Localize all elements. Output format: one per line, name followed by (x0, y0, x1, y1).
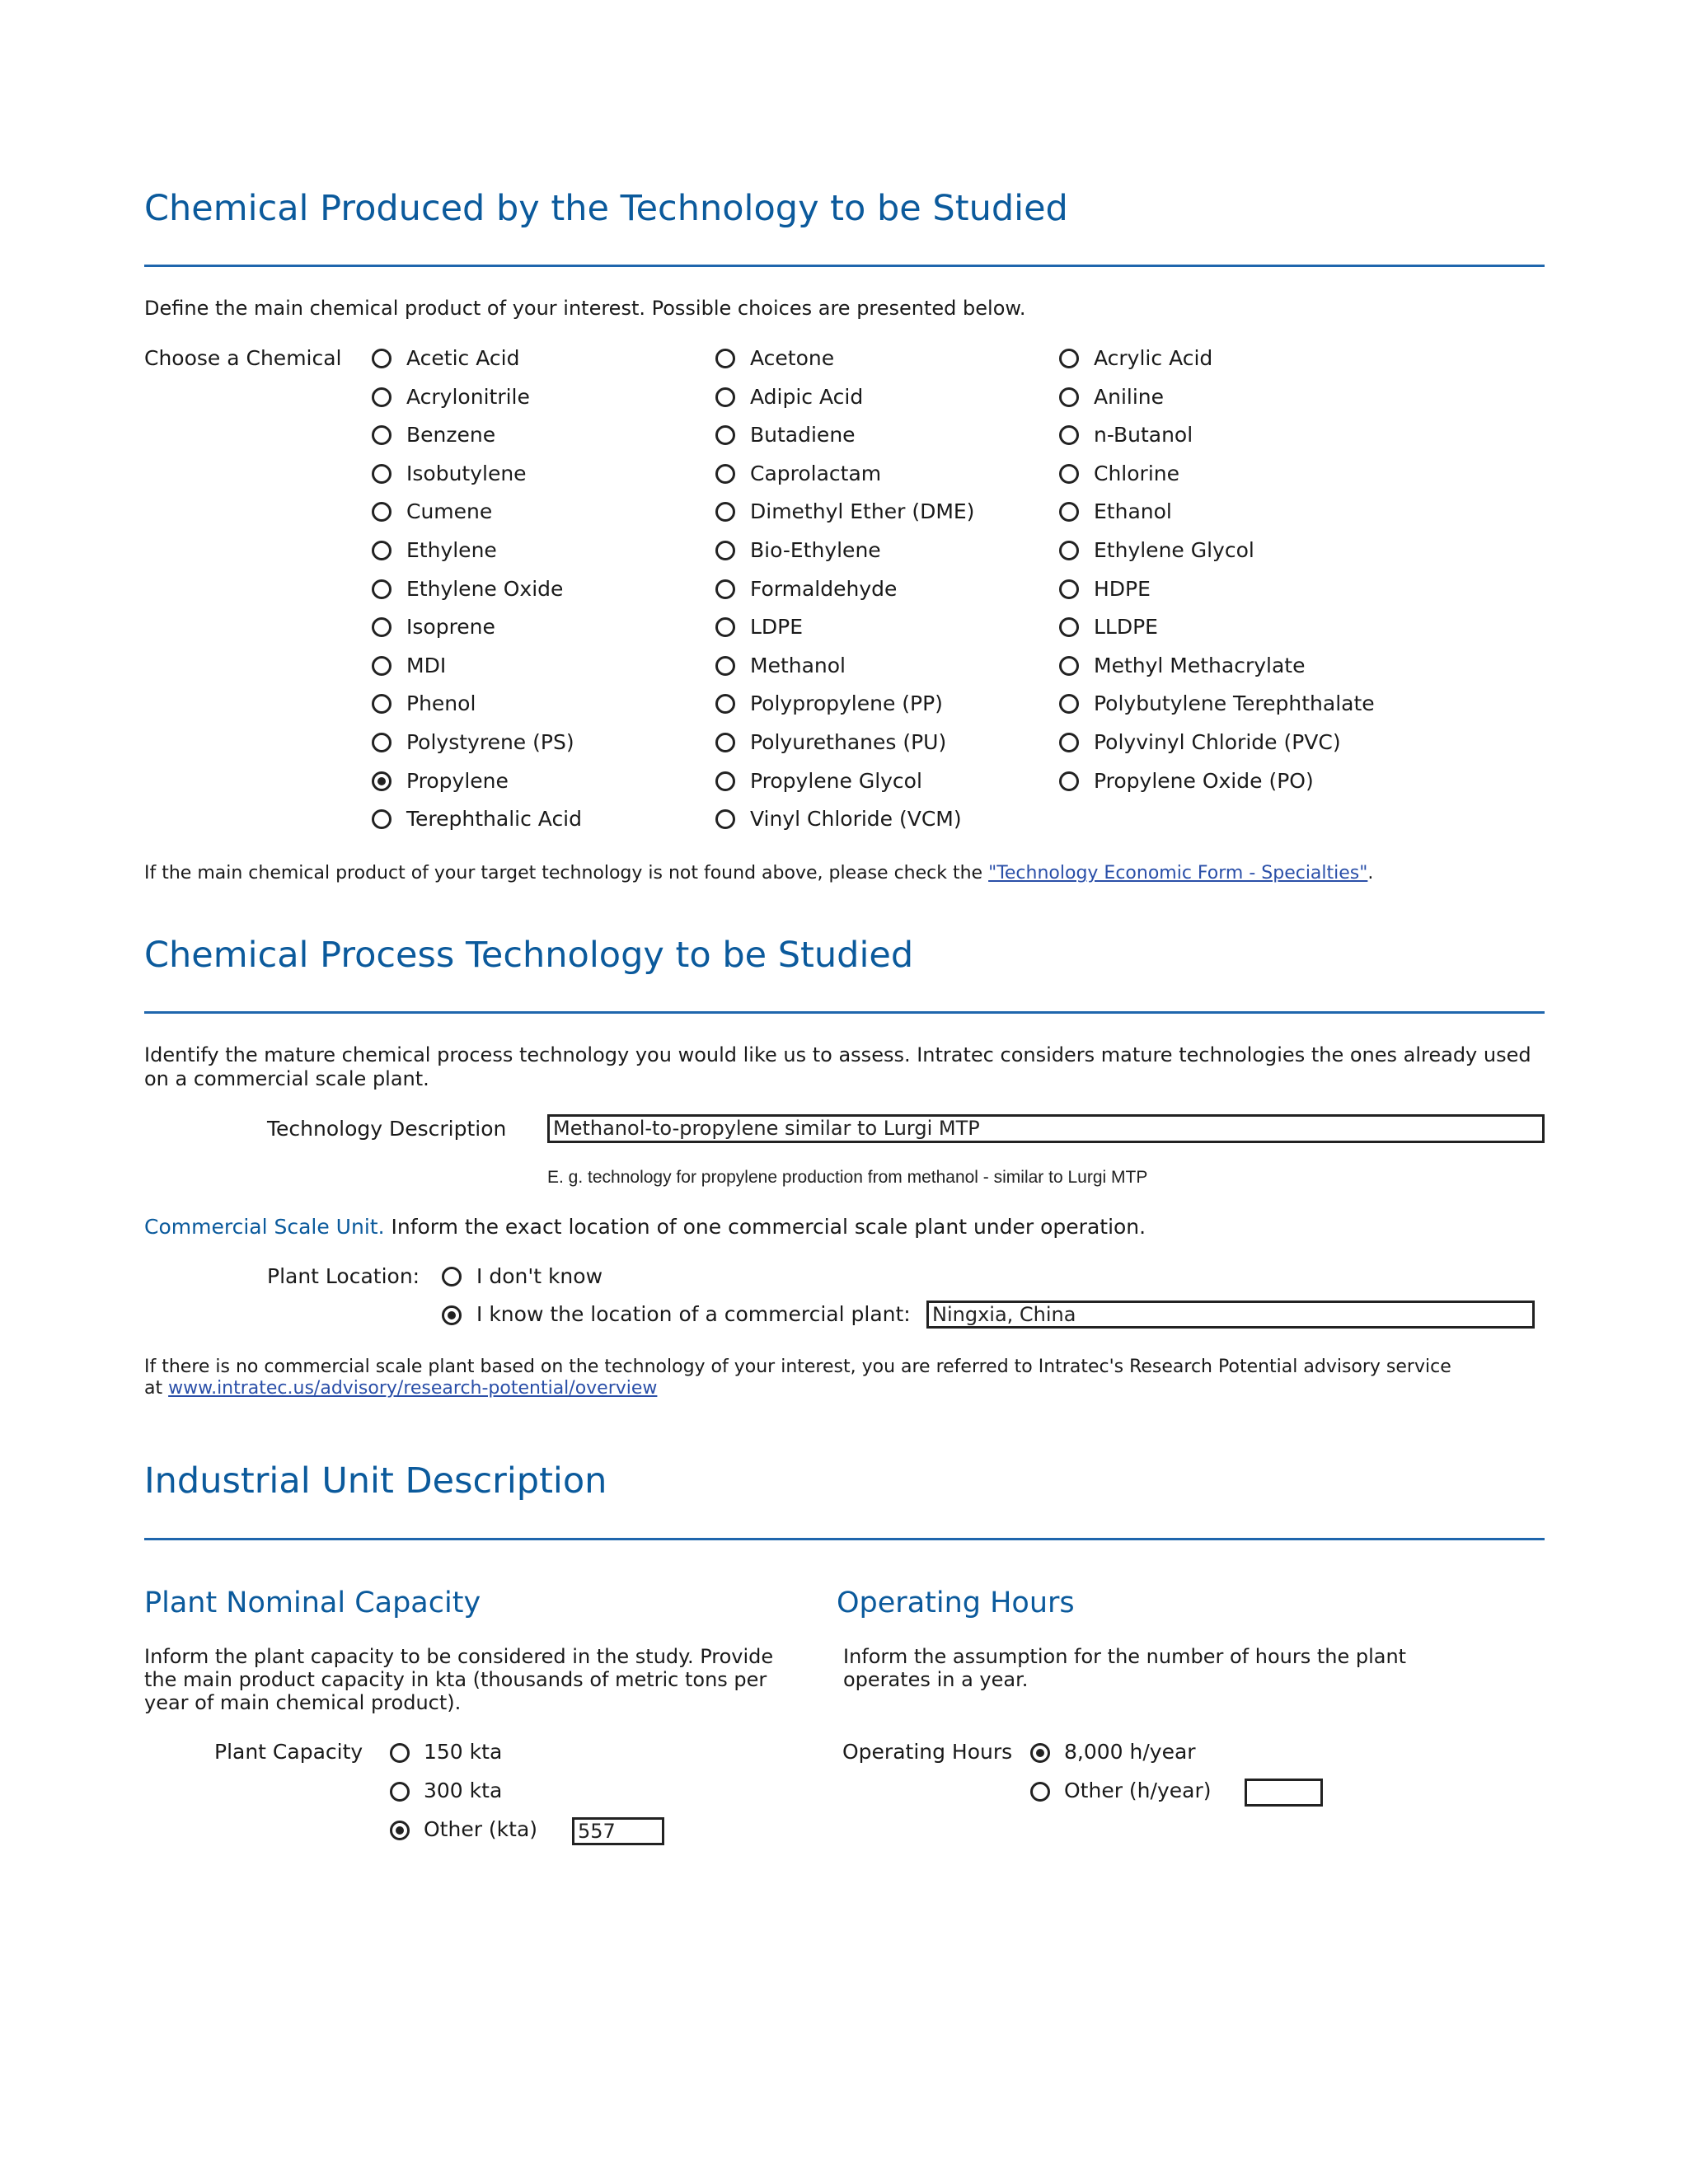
chemical-radio-acrylic-acid[interactable] (1059, 349, 1079, 368)
chemical-label-acrylic-acid: Acrylic Acid (1094, 346, 1213, 370)
chemical-label-lldpe: LLDPE (1094, 615, 1158, 639)
chemical-radio-vinyl-chloride-vcm[interactable] (715, 809, 735, 829)
technology-description-hint: E. g. technology for propylene production from methanol - similar to Lurgi MTP (547, 1168, 1148, 1187)
section-title-industrial-unit: Industrial Unit Description (144, 1460, 607, 1502)
chemical-radio-isobutylene[interactable] (372, 464, 392, 484)
chemical-radio-mdi[interactable] (372, 656, 392, 676)
chemical-radio-caprolactam[interactable] (715, 464, 735, 484)
section-title-chemical-produced: Chemical Produced by the Technology to be Studied (144, 188, 1068, 229)
capacity-option-label: 300 kta (424, 1779, 503, 1802)
chemical-radio-n-butanol[interactable] (1059, 425, 1079, 445)
section-intro: Identify the mature chemical process technology you would like us to assess. Intratec considers mature technologies the ones already used on a commercial scale plant. (144, 1043, 1531, 1090)
chemical-label-ethylene: Ethylene (406, 538, 497, 562)
chemical-radio-cumene[interactable] (372, 502, 392, 522)
chemical-label-mdi: MDI (406, 654, 447, 677)
chemical-radio-adipic-acid[interactable] (715, 387, 735, 407)
chemical-radio-ethylene-oxide[interactable] (372, 579, 392, 599)
chemical-radio-acetone[interactable] (715, 349, 735, 368)
chemical-radio-methanol[interactable] (715, 656, 735, 676)
chemical-label-polyurethanes-pu: Polyurethanes (PU) (750, 730, 947, 754)
chemical-label-butadiene: Butadiene (750, 423, 856, 447)
chemical-label-vinyl-chloride-vcm: Vinyl Chloride (VCM) (750, 807, 962, 831)
capacity-radio-150-kta[interactable] (390, 1743, 410, 1763)
technology-description-input[interactable]: Methanol-to-propylene similar to Lurgi MTP (547, 1114, 1545, 1143)
chemical-radio-isoprene[interactable] (372, 617, 392, 637)
commercial-unit-heading: Commercial Scale Unit. (144, 1215, 385, 1239)
chemical-label-formaldehyde: Formaldehyde (750, 577, 898, 601)
chemical-label-ethylene-oxide: Ethylene Oxide (406, 577, 564, 601)
chemical-label-isoprene: Isoprene (406, 615, 495, 639)
operating-hours-label: Operating Hours (842, 1740, 1013, 1764)
chemical-label-propylene-oxide-po: Propylene Oxide (PO) (1094, 769, 1314, 793)
chemical-radio-butadiene[interactable] (715, 425, 735, 445)
section-divider (144, 265, 1545, 267)
chemical-label-hdpe: HDPE (1094, 577, 1151, 601)
chemical-radio-ethylene[interactable] (372, 541, 392, 560)
hours-radio-8-000-h-year[interactable] (1030, 1743, 1050, 1763)
chemical-label-adipic-acid: Adipic Acid (750, 385, 864, 409)
chemical-radio-ldpe[interactable] (715, 617, 735, 637)
chemical-radio-ethylene-glycol[interactable] (1059, 541, 1079, 560)
chemical-radio-dimethyl-ether-dme[interactable] (715, 502, 735, 522)
specialties-note-end: . (1367, 863, 1374, 883)
technology-description-label: Technology Description (267, 1117, 507, 1141)
chemical-radio-propylene-oxide-po[interactable] (1059, 771, 1079, 791)
chemical-radio-ethanol[interactable] (1059, 502, 1079, 522)
section-title-process-technology: Chemical Process Technology to be Studied (144, 935, 914, 976)
capacity-option-label: 150 kta (424, 1740, 503, 1764)
capacity-description: Inform the plant capacity to be considered in the study. Provide the main product capacity in kta (thousands of metric tons per year of main chemical product). (144, 1645, 774, 1714)
chemical-radio-methyl-methacrylate[interactable] (1059, 656, 1079, 676)
chemical-radio-propylene[interactable] (372, 771, 392, 791)
hours-radio-other-h-year[interactable] (1030, 1782, 1050, 1802)
chemical-label-acetone: Acetone (750, 346, 835, 370)
chemical-radio-acetic-acid[interactable] (372, 349, 392, 368)
research-potential-text: If there is no commercial scale plant based on the technology of your interest, you are referred to Intratec's Research Potential advisory service (144, 1357, 1451, 1377)
chemical-label-methanol: Methanol (750, 654, 846, 677)
research-potential-at: at (144, 1378, 169, 1399)
section-intro: Define the main chemical product of your interest. Possible choices are presented below. (144, 297, 1026, 320)
chemical-label-isobutylene: Isobutylene (406, 462, 527, 485)
chemical-radio-polystyrene-ps[interactable] (372, 733, 392, 752)
chemical-radio-polyvinyl-chloride-pvc[interactable] (1059, 733, 1079, 752)
capacity-other-input[interactable]: 557 (572, 1817, 664, 1845)
location-dont-know-radio[interactable] (442, 1267, 462, 1286)
chemical-radio-benzene[interactable] (372, 425, 392, 445)
capacity-title: Plant Nominal Capacity (144, 1586, 481, 1619)
chemical-label-polybutylene-terephthalate: Polybutylene Terephthalate (1094, 691, 1375, 715)
chemical-label-aniline: Aniline (1094, 385, 1165, 409)
specialties-note-text: If the main chemical product of your target technology is not found above, please check the (144, 863, 989, 883)
choose-chemical-label: Choose a Chemical (144, 346, 342, 370)
chemical-radio-polypropylene-pp[interactable] (715, 694, 735, 714)
operating-hours-description: Inform the assumption for the number of hours the plant operates in a year. (843, 1645, 1407, 1691)
chemical-label-ldpe: LDPE (750, 615, 804, 639)
hours-other-input[interactable] (1245, 1779, 1323, 1807)
chemical-radio-phenol[interactable] (372, 694, 392, 714)
plant-capacity-label: Plant Capacity (214, 1740, 363, 1764)
chemical-radio-hdpe[interactable] (1059, 579, 1079, 599)
hours-option-label: 8,000 h/year (1064, 1740, 1196, 1764)
research-potential-note (144, 1357, 1562, 1399)
research-potential-link-line (144, 1378, 1562, 1399)
plant-location-label: Plant Location: (267, 1264, 420, 1288)
chemical-label-polypropylene-pp: Polypropylene (PP) (750, 691, 943, 715)
chemical-label-methyl-methacrylate: Methyl Methacrylate (1094, 654, 1306, 677)
chemical-radio-formaldehyde[interactable] (715, 579, 735, 599)
chemical-label-acetic-acid: Acetic Acid (406, 346, 520, 370)
chemical-label-n-butanol: n-Butanol (1094, 423, 1193, 447)
chemical-radio-lldpe[interactable] (1059, 617, 1079, 637)
chemical-radio-polyurethanes-pu[interactable] (715, 733, 735, 752)
plant-location-input[interactable]: Ningxia, China (926, 1301, 1535, 1329)
research-potential-link[interactable]: www.intratec.us/advisory/research-potential/overview (168, 1378, 658, 1399)
chemical-label-terephthalic-acid: Terephthalic Acid (406, 807, 583, 831)
chemical-label-phenol: Phenol (406, 691, 476, 715)
section-divider (144, 1538, 1545, 1540)
chemical-label-ethanol: Ethanol (1094, 499, 1172, 523)
chemical-radio-terephthalic-acid[interactable] (372, 809, 392, 829)
chemical-label-bio-ethylene: Bio-Ethylene (750, 538, 881, 562)
chemical-radio-bio-ethylene[interactable] (715, 541, 735, 560)
chemical-label-benzene: Benzene (406, 423, 496, 447)
chemical-label-propylene-glycol: Propylene Glycol (750, 769, 922, 793)
chemical-label-chlorine: Chlorine (1094, 462, 1179, 485)
commercial-unit-text: Inform the exact location of one commercial scale plant under operation. (384, 1215, 1146, 1239)
specialties-note (144, 863, 1373, 883)
capacity-radio-300-kta[interactable] (390, 1782, 410, 1802)
location-known-radio[interactable] (442, 1305, 462, 1325)
chemical-label-propylene: Propylene (406, 769, 509, 793)
chemical-radio-aniline[interactable] (1059, 387, 1079, 407)
hours-option-label: Other (h/year) (1064, 1779, 1212, 1802)
chemical-label-cumene: Cumene (406, 499, 493, 523)
chemical-label-caprolactam: Caprolactam (750, 462, 882, 485)
chemical-radio-propylene-glycol[interactable] (715, 771, 735, 791)
chemical-radio-acrylonitrile[interactable] (372, 387, 392, 407)
commercial-unit-line (144, 1215, 1146, 1239)
capacity-option-label: Other (kta) (424, 1817, 538, 1841)
chemical-label-polystyrene-ps: Polystyrene (PS) (406, 730, 574, 754)
specialties-form-link[interactable]: "Technology Economic Form - Specialties" (988, 863, 1368, 883)
chemical-label-ethylene-glycol: Ethylene Glycol (1094, 538, 1254, 562)
chemical-label-polyvinyl-chloride-pvc: Polyvinyl Chloride (PVC) (1094, 730, 1341, 754)
chemical-radio-polybutylene-terephthalate[interactable] (1059, 694, 1079, 714)
capacity-radio-other-kta[interactable] (390, 1821, 410, 1840)
chemical-label-dimethyl-ether-dme: Dimethyl Ether (DME) (750, 499, 975, 523)
operating-hours-title: Operating Hours (837, 1586, 1075, 1619)
section-divider (144, 1011, 1545, 1014)
chemical-radio-chlorine[interactable] (1059, 464, 1079, 484)
chemical-label-acrylonitrile: Acrylonitrile (406, 385, 530, 409)
location-known-label: I know the location of a commercial plant: (476, 1302, 911, 1326)
location-dont-know-label: I don't know (476, 1264, 603, 1288)
